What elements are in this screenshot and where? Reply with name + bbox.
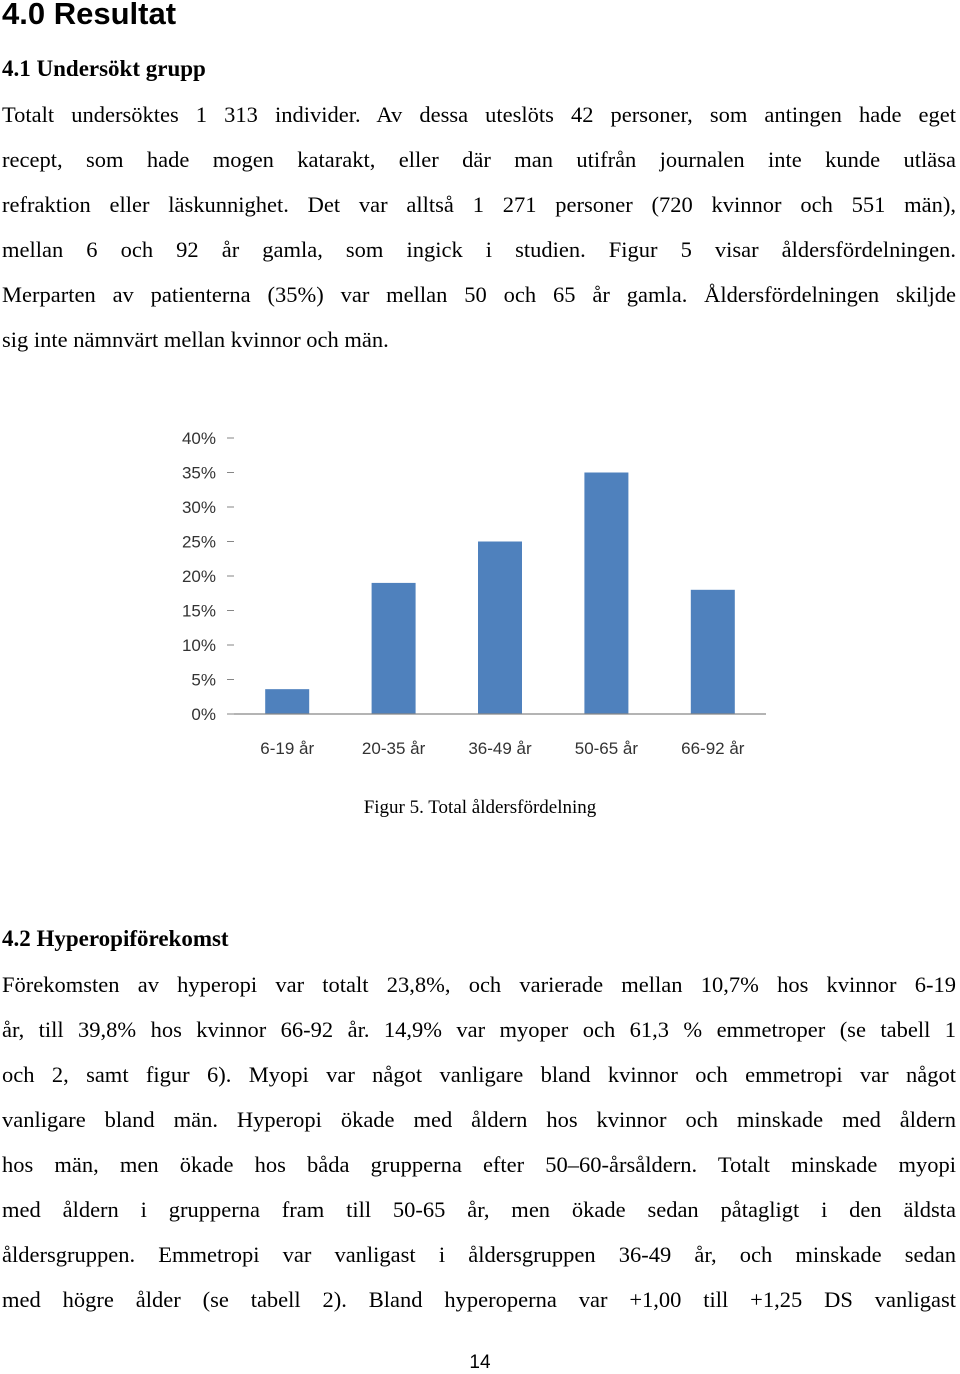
y-tick-label: 0% xyxy=(191,705,216,724)
text-line: med åldern i grupperna fram till 50-65 år, men ökade sedan påtagligt i den äldsta xyxy=(2,1197,956,1222)
text-line: åldersgruppen. Emmetropi var vanligast i åldersgruppen 36-49 år, och minskade sedan xyxy=(2,1242,956,1267)
y-tick-label: 5% xyxy=(191,670,216,690)
text-line: recept, som hade mogen katarakt, eller där man utifrån journalen inte kunde utläsa xyxy=(2,147,956,172)
x-tick-label: 36-49 år xyxy=(468,739,532,758)
bar xyxy=(372,583,416,714)
bar xyxy=(478,542,522,715)
y-axis xyxy=(182,429,234,724)
y-tick-label: 10% xyxy=(181,636,216,655)
x-tick-label: 66-92 år xyxy=(681,739,745,758)
section-heading-hyperopiforekomst: 4.2 Hyperopiförekomst xyxy=(2,926,229,951)
text-line: sig inte nämnvärt mellan kvinnor och män. xyxy=(2,327,389,352)
bars xyxy=(265,473,735,715)
x-axis xyxy=(234,714,766,758)
main-heading: 4.0 Resultat xyxy=(2,0,177,31)
y-tick-label: 25% xyxy=(181,532,216,552)
text-line: Förekomsten av hyperopi var totalt 23,8%, och varierade mellan 10,7% hos kvinnor 6-19 xyxy=(2,972,956,997)
text-line: med högre ålder (se tabell 2). Bland hyperoperna var +1,00 till +1,25 DS vanligast xyxy=(2,1287,956,1312)
text-line: Totalt undersöktes 1 313 individer. Av dessa uteslöts 42 personer, som antingen hade eget xyxy=(2,102,956,127)
y-tick-label: 30% xyxy=(181,498,216,517)
section-heading-undersokt-grupp: 4.1 Undersökt grupp xyxy=(2,56,206,81)
text-line: Merparten av patienterna (35%) var mellan 50 och 65 år gamla. Åldersfördelningen skiljde xyxy=(2,282,956,307)
bar xyxy=(584,473,628,715)
x-tick-label: 50-65 år xyxy=(574,739,639,758)
y-tick-label: 35% xyxy=(181,463,216,483)
x-tick-label: 20-35 år xyxy=(361,739,426,758)
text-line: mellan 6 och 92 år gamla, som ingick i studien. Figur 5 visar åldersfördelningen. xyxy=(2,237,956,262)
figure-caption: Figur 5. Total åldersfördelning xyxy=(363,797,597,818)
bar xyxy=(691,590,735,714)
x-tick-label: 6-19 år xyxy=(260,739,315,758)
y-tick-label: 20% xyxy=(181,567,216,586)
bar xyxy=(265,689,309,714)
text-line: refraktion eller läskunnighet. Det var alltså 1 271 personer (720 kvinnor och 551 män), xyxy=(2,192,956,217)
text-line: år, till 39,8% hos kvinnor 66-92 år. 14,9% var myoper och 61,3 % emmetroper (se tabell 1 xyxy=(2,1017,956,1042)
y-tick-label: 15% xyxy=(181,601,216,621)
text-line: hos män, men ökade hos båda grupperna efter 50–60-årsåldern. Totalt minskade myopi xyxy=(2,1152,956,1177)
paragraph-hyperopiforekomst xyxy=(2,962,956,1322)
text-line: och 2, samt figur 6). Myopi var något vanligare bland kvinnor och emmetropi var något xyxy=(2,1062,956,1087)
page-number: 14 xyxy=(469,1352,491,1373)
y-tick-label: 40% xyxy=(181,429,216,448)
text-line: vanligare bland män. Hyperopi ökade med åldern hos kvinnor och minskade med åldern xyxy=(2,1107,956,1132)
